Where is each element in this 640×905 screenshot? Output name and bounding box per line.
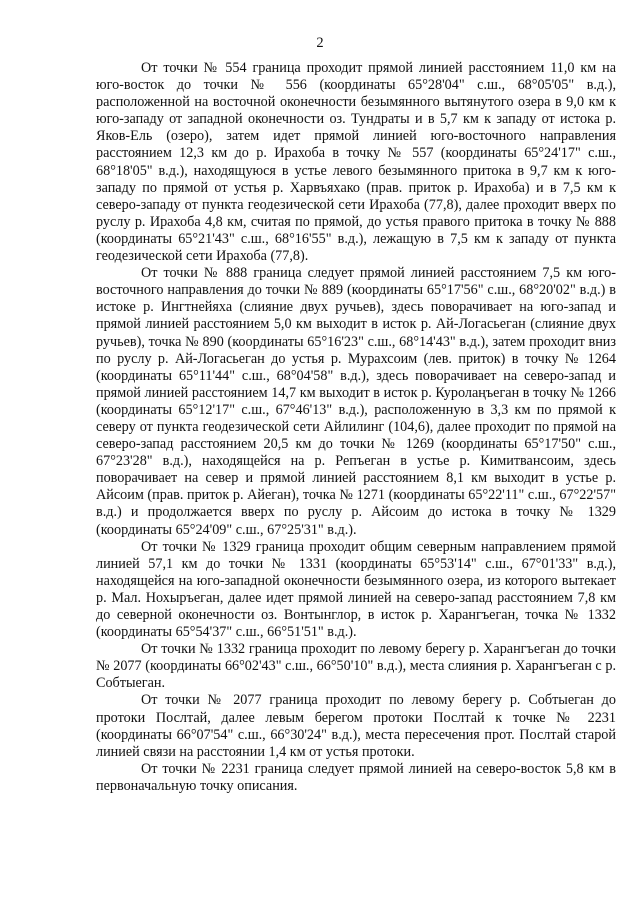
page-number: 2 <box>316 35 324 51</box>
paragraph-point-888: От точки № 888 граница следует прямой линией расстоянием 7,5 км юго-восточного направления до точки № 889 (координаты 65°17'56" с.ш., 68°20'02" в.д.) в истоке р. Ингтнейяха (слияние двух ручьев), здесь поворачивает на юго-запад и прямой линией расстоянием 5,0 км выходит в исток р. Ай-Логасьеган (слияние двух ручьев), точка № 890 (координаты 65°16'23" с.ш., 68°14'43" в.д.), затем проходит вниз по руслу р. Ай-Логасьеган до устья р. Мурахсоим (лев. приток) в точку № 1264 (координаты 65°11'44" с.ш., 68°04'58" в.д.), здесь поворачивает на северо-запад и прямой линией расстоянием 14,7 км выходит в исток р. Куролаңъеган в точку № 1266 (координаты 65°12'17" с.ш., 67°46'13" в.д.), расположенную в 3,3 км по прямой к северу от пункта геодезической сети Айлилинг (104,6), далее проходит по прямой на северо-запад расстоянием 20,5 км до точки № 1269 (координаты 65°17'50" с.ш., 67°23'28" в.д.), находящейся на р. Репъеган в устье р. Кимитвансоим, здесь поворачивает на север и прямой линией расстоянием 8,1 км выходит в устье р. Айсоим (прав. приток р. Айеган), точка № 1271 (координаты 65°22'11" с.ш., 67°22'57" в.д.) и продолжается вверх по руслу р. Айсоим до истока в точку № 1329 (координаты 65°24'09" с.ш., 67°25'31" в.д.). <box>96 265 616 538</box>
paragraph-point-2077: От точки № 2077 граница проходит по левому берегу р. Собтыеган до протоки Послтай, далее левым берегом протоки Послтай к точке № 2231 (координаты 66°07'54" с.ш., 66°30'24" в.д.), места пересечения прот. Послтай старой линией связи на расстоянии 1,4 км от устья протоки. <box>96 692 616 760</box>
paragraph-point-554: От точки № 554 граница проходит прямой линией расстоянием 11,0 км на юго-восток до точки № 556 (координаты 65°28'04" с.ш., 68°05'05" в.д.), расположенной на восточной оконечности безымянного вытянутого озера в 9,0 км к юго-западу от западной оконечности оз. Тундраты и в 5,7 км к западу от истока р. Яков-Ель (озеро), затем идет прямой линией юго-восточного направления расстоянием 12,3 км до р. Ирахоба в точку № 557 (координаты 65°24'17" с.ш., 68°18'05" в.д.), находящуюся в устье левого безымянного притока в 9,7 км к юго-западу по прямой от устья р. Харвъяхако (прав. приток р. Ирахоба) и в 7,5 км к северо-западу от пункта геодезической сети Ирахоба (77,8), далее проходит вверх по руслу р. Ирахоба 4,8 км, считая по прямой, до устья правого притока в точку № 888 (координаты 65°21'43" с.ш., 68°16'55" в.д.), лежащую в 7,5 км к западу от пункта геодезической сети Ирахоба (77,8). <box>96 60 616 265</box>
paragraph-point-1329: От точки № 1329 граница проходит общим северным направлением прямой линией 57,1 км до точки № 1331 (координаты 65°53'14" с.ш., 67°01'33" в.д.), находящейся на юго-западной оконечности безымянного озера, из которого вытекает р. Мал. Нохыръеган, далее идет прямой линией на северо-запад расстоянием 7,8 км до северной оконечности оз. Вонтынглор, в исток р. Харангъеган, точка № 1332 (координаты 65°54'37" с.ш., 66°51'51" в.д.). <box>96 538 616 641</box>
paragraph-point-2231: От точки № 2231 граница следует прямой линией на северо-восток 5,8 км в первоначальную точку описания. <box>96 760 616 794</box>
paragraph-point-1332: От точки № 1332 граница проходит по левому берегу р. Харангъеган до точки № 2077 (координаты 66°02'43" с.ш., 66°50'10" в.д.), места слияния р. Харангъеган с р. Собтыеган. <box>96 641 616 692</box>
document-body <box>96 60 616 795</box>
